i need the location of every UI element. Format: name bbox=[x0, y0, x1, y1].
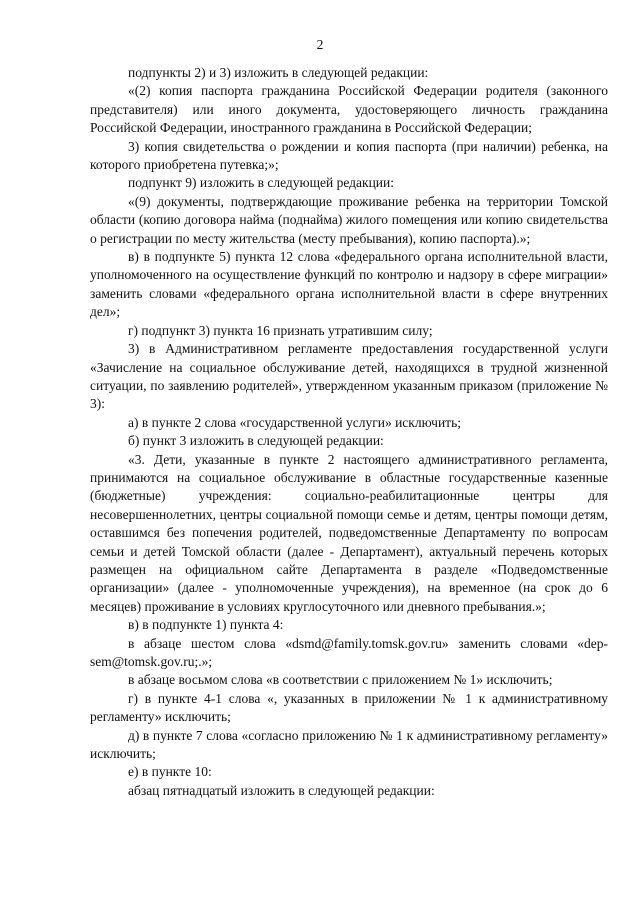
page-number: 2 bbox=[316, 37, 324, 52]
paragraph: б) пункт 3 изложить в следующей редакции: bbox=[128, 433, 384, 449]
paragraph: в абзаце восьмом слова «в соответствии с приложением № 1» исключить; bbox=[128, 672, 553, 688]
paragraph: а) в пункте 2 слова «государственной услуги» исключить; bbox=[128, 414, 461, 430]
paragraph: 3) в Административном регламенте предоставления государственной услуги «Зачисление на социальное обслуживание детей, находящихся в трудной жизненной ситуации, по заявлению родителей», утвержденном указанным приказом (приложение № 3): bbox=[90, 341, 608, 412]
paragraph: г) в пункте 4-1 слова «, указанных в приложении № 1 к административному регламенту» исключить; bbox=[90, 690, 608, 725]
paragraph: подпункт 9) изложить в следующей редакции: bbox=[128, 175, 395, 191]
paragraph: д) в пункте 7 слова «согласно приложению № 1 к административному регламенту» исключить; bbox=[90, 727, 608, 762]
paragraph: в) в подпункте 5) пункта 12 слова «федерального органа исполнительной власти, уполномоченного на осуществление функций по контролю и надзору в сфере миграции» заменить словами «федерального органа исполнительной власти в сфере внутренних дел»; bbox=[90, 249, 608, 320]
paragraph: подпункты 2) и 3) изложить в следующей редакции: bbox=[128, 65, 429, 80]
paragraph: г) подпункт 3) пункта 16 признать утратившим силу; bbox=[128, 322, 433, 338]
paragraph: абзац пятнадцатый изложить в следующей редакции: bbox=[128, 782, 435, 798]
paragraph: в абзаце шестом слова «dsmd@family.tomsk.gov.ru» заменить словами «dep-sem@tomsk.gov.ru;.»; bbox=[90, 635, 608, 669]
paragraph: «(9) документы, подтверждающие проживание ребенка на территории Томской области (копию договора найма (поднайма) жилого помещения или копию свидетельства о регистрации по месту жительства (месту пребывания), копию паспорта).»; bbox=[90, 193, 608, 246]
paragraph: е) в пункте 10: bbox=[128, 764, 212, 780]
paragraph: «(2) копия паспорта гражданина Российской Федерации родителя (законного представителя) или иного документа, удостоверяющего личность гражданина Российской Федерации, иностранного гражданина в Российской Федерации; bbox=[90, 83, 608, 136]
document-body bbox=[90, 64, 608, 800]
paragraph: 3) копия свидетельства о рождении и копия паспорта (при наличии) ребенка, на которого приобретена путевка;»; bbox=[90, 138, 608, 173]
paragraph: в) в подпункте 1) пункта 4: bbox=[128, 617, 284, 633]
paragraph: «3. Дети, указанные в пункте 2 настоящего административного регламента, принимаются на социальное обслуживание в областные государственные казенные (бюджетные) учреждения: социально-реабилитационные центры для несовершеннолетних, центры социальной помощи семье и детям, центры помощи детям, оставшимся без попечения родителей, подведомственные Департаменту по вопросам семьи и детей Томской области (далее - Департамент), актуальный перечень которых размещен на официальном сайте Департамента в разделе «Подведомственные организации» (далее - уполномоченные учреждения), на временное (на срок до 6 месяцев) проживание в условиях круглосуточного или дневного пребывания.»; bbox=[90, 451, 608, 614]
